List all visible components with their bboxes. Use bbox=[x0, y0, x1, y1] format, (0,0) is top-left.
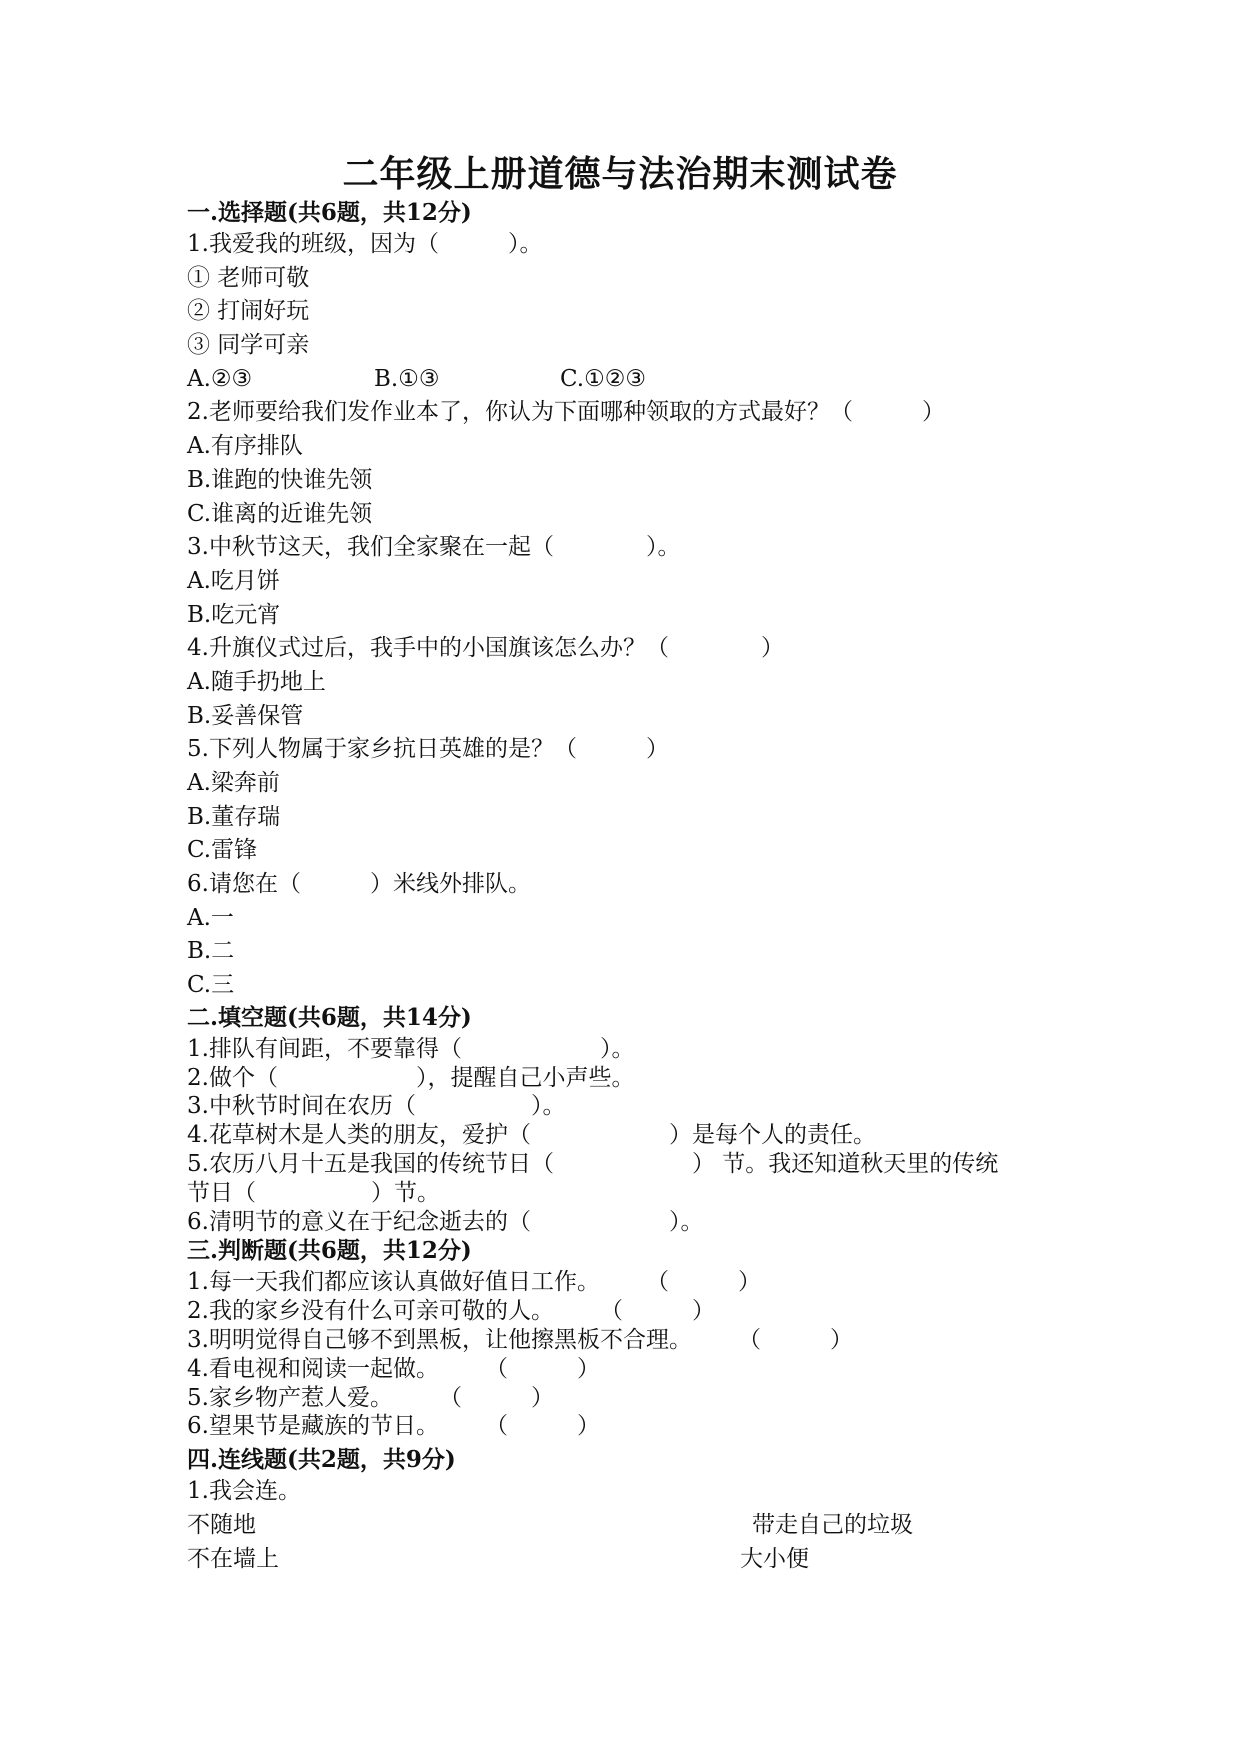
section-heading: 三.判断题(共6题，共12分) bbox=[187, 1237, 472, 1265]
matching-right-item: 大小便 bbox=[740, 1545, 809, 1572]
matching-row bbox=[187, 1509, 1067, 1543]
answer-option: B.董存瑞 bbox=[187, 803, 281, 830]
matching-row bbox=[187, 1543, 1067, 1577]
question-stem: 2.老师要给我们发作业本了，你认为下面哪种领取的方式最好？（ ） bbox=[187, 399, 945, 426]
question-stem: 6.清明节的意义在于纪念逝去的（ ）。 bbox=[187, 1208, 704, 1235]
question-item: ② 打闹好玩 bbox=[187, 298, 310, 325]
answer-option: B.二 bbox=[187, 938, 235, 965]
answer-option: B.①③ bbox=[374, 365, 440, 392]
question-stem: 2.我的家乡没有什么可亲可敬的人。 （ ） bbox=[187, 1298, 715, 1325]
question-stem: 5.家乡物产惹人爱。 （ ） bbox=[187, 1384, 554, 1411]
page-title: 二年级上册道德与法治期末测试卷 bbox=[342, 153, 898, 195]
answer-option: B.妥善保管 bbox=[187, 702, 304, 729]
section-heading: 二.填空题(共6题，共14分) bbox=[187, 1003, 472, 1031]
section-multiple-choice bbox=[187, 198, 1067, 1003]
answer-option: C.雷锋 bbox=[187, 837, 258, 864]
question-stem: 4.花草树木是人类的朋友，爱护（ ）是每个人的责任。 bbox=[187, 1122, 876, 1149]
question-stem: 1.我会连。 bbox=[187, 1478, 301, 1505]
section-fill-in-blank bbox=[187, 1003, 1067, 1237]
question-stem: 1.我爱我的班级，因为（ ）。 bbox=[187, 231, 543, 257]
question-stem: 3.中秋节这天，我们全家聚在一起（ ）。 bbox=[187, 534, 681, 561]
question-stem: 3.明明觉得自己够不到黑板，让他擦黑板不合理。 （ ） bbox=[187, 1326, 853, 1353]
matching-right-item: 带走自己的垃圾 bbox=[752, 1511, 913, 1538]
question-stem: 1.排队有间距，不要靠得（ ）。 bbox=[187, 1035, 635, 1062]
answer-option: C.①②③ bbox=[560, 365, 646, 392]
question-stem: 6.望果节是藏族的节日。 （ ） bbox=[187, 1413, 600, 1440]
answer-option: A.一 bbox=[187, 904, 234, 931]
question-item: ① 老师可敬 bbox=[187, 264, 310, 291]
exam-content bbox=[187, 198, 1067, 1576]
answer-option: C.谁离的近谁先领 bbox=[187, 500, 373, 527]
question-stem: 1.每一天我们都应该认真做好值日工作。 （ ） bbox=[187, 1269, 761, 1296]
question-stem: 5.下列人物属于家乡抗日英雄的是？（ ） bbox=[187, 736, 669, 763]
answer-option: B.吃元宵 bbox=[187, 601, 281, 628]
answer-option: C.三 bbox=[187, 972, 235, 999]
question-stem: 5.农历八月十五是我国的传统节日（ ） 节。我还知道秋天里的传统 bbox=[187, 1151, 999, 1177]
question-stem: 6.请您在（ ）米线外排队。 bbox=[187, 871, 531, 898]
matching-left-item: 不随地 bbox=[187, 1511, 256, 1538]
question-stem: 4.看电视和阅读一起做。 （ ） bbox=[187, 1355, 600, 1382]
question-item: ③ 同学可亲 bbox=[187, 332, 310, 359]
answer-option: A.梁奔前 bbox=[187, 770, 280, 796]
section-heading: 四.连线题(共2题，共9分) bbox=[187, 1446, 456, 1474]
section-true-false bbox=[187, 1236, 1067, 1441]
question-stem: 4.升旗仪式过后，我手中的小国旗该怎么办？（ ） bbox=[187, 635, 784, 662]
question-stem: 3.中秋节时间在农历（ ）。 bbox=[187, 1093, 566, 1120]
answer-option: A.吃月饼 bbox=[187, 567, 280, 594]
section-heading: 一.选择题(共6题，共12分) bbox=[187, 199, 472, 226]
question-stem: 2.做个（ ），提醒自己小声些。 bbox=[187, 1064, 635, 1091]
answer-options-row bbox=[187, 363, 1067, 397]
question-stem: 节日（ ）节。 bbox=[187, 1179, 440, 1206]
matching-left-item: 不在墙上 bbox=[187, 1545, 279, 1572]
answer-option: A.随手扔地上 bbox=[187, 668, 326, 695]
answer-option: A.②③ bbox=[187, 365, 253, 392]
answer-option: A.有序排队 bbox=[187, 433, 303, 460]
section-matching bbox=[187, 1441, 1067, 1576]
answer-option: B.谁跑的快谁先领 bbox=[187, 466, 373, 493]
